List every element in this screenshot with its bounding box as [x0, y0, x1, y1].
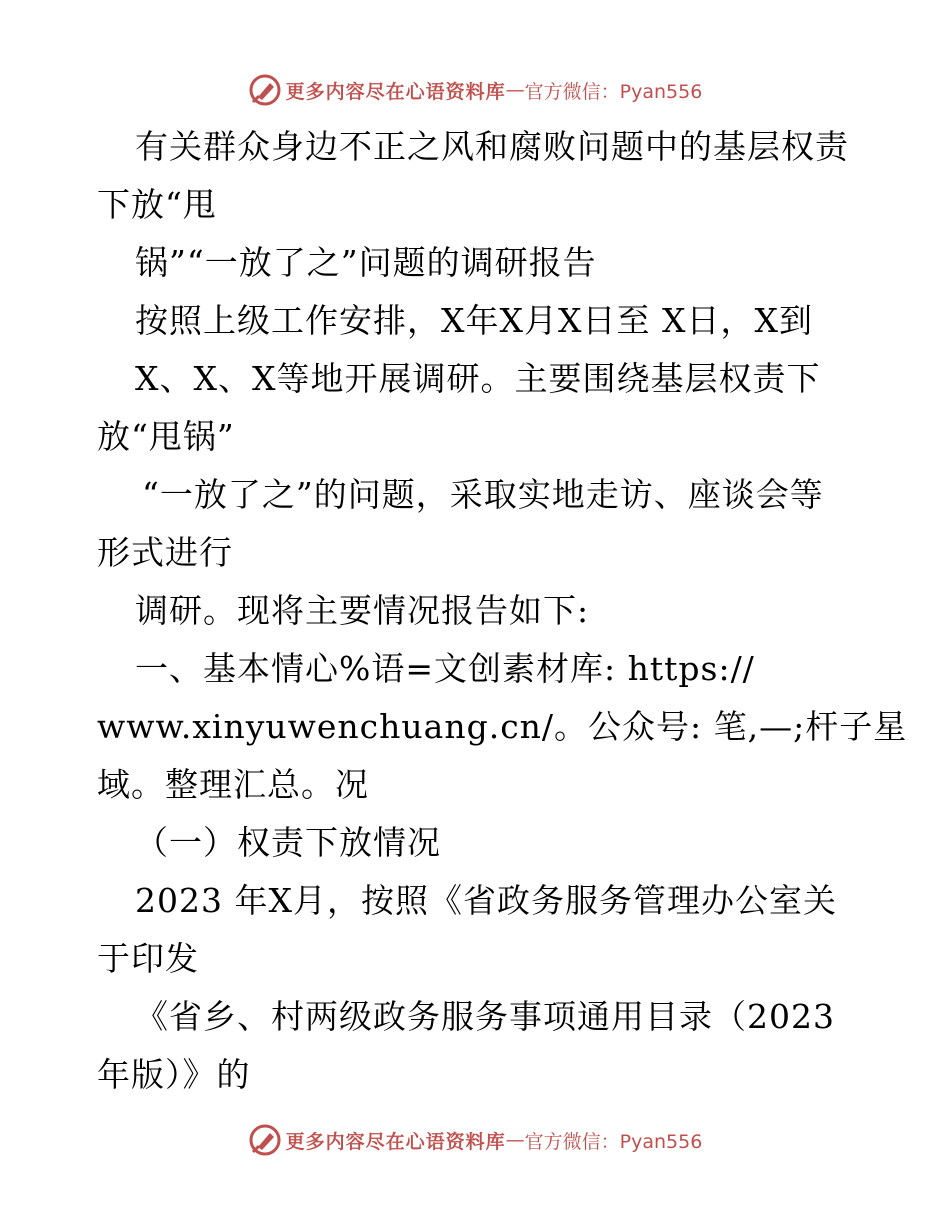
banner-text: 更多内容尽在心语资料库: [285, 1130, 506, 1153]
paragraph-line: 按照上级工作安排，X年X月X日至 X日，X到: [135, 301, 813, 340]
title-line-1: 有关群众身边不正之风和腐败问题中的基层权责: [135, 127, 849, 166]
paragraph-line: www.xinyuwenchuang.cn/。公众号: 笔,—;杆子星: [97, 707, 908, 746]
banner-dash: —: [505, 79, 525, 101]
pen-nib-icon: [248, 1123, 282, 1157]
paragraph-line: X、X、X等地开展调研。主要围绕基层权责下: [135, 359, 821, 398]
document-body: [97, 118, 908, 1104]
paragraph-line: 放“甩锅”: [97, 417, 235, 456]
paragraph-line: 于印发: [97, 939, 199, 978]
section-heading: 一、基本情心%语=文创素材库: https://: [135, 649, 755, 688]
paragraph-line: 年版）》的: [97, 1055, 251, 1094]
paragraph-line: 调研。现将主要情况报告如下:: [135, 591, 590, 630]
title-line-3: 锅”“一放了之”问题的调研报告: [135, 243, 597, 282]
title-line-2: 下放“甩: [97, 185, 217, 224]
subsection-heading: （一）权责下放情况: [135, 823, 441, 862]
banner-text: 更多内容尽在心语资料库: [285, 80, 506, 103]
paragraph-line: 域。整理汇总。况: [97, 765, 369, 804]
paragraph-line: 2023 年X月，按照《省政务服务管理办公室关: [135, 881, 837, 920]
footer-banner: [0, 1120, 950, 1160]
paragraph-line: “一放了之”的问题，采取实地走访、座谈会等: [142, 475, 824, 514]
paragraph-line: 《省乡、村两级政务服务事项通用目录（2023: [135, 997, 835, 1036]
banner-wechat: 官方微信：Pyan556: [524, 80, 703, 103]
banner-wechat: 官方微信：Pyan556: [524, 1130, 703, 1153]
pen-nib-icon: [248, 73, 282, 107]
paragraph-line: 形式进行: [97, 533, 233, 572]
banner-dash: —: [505, 1129, 525, 1151]
header-banner: [0, 70, 950, 110]
